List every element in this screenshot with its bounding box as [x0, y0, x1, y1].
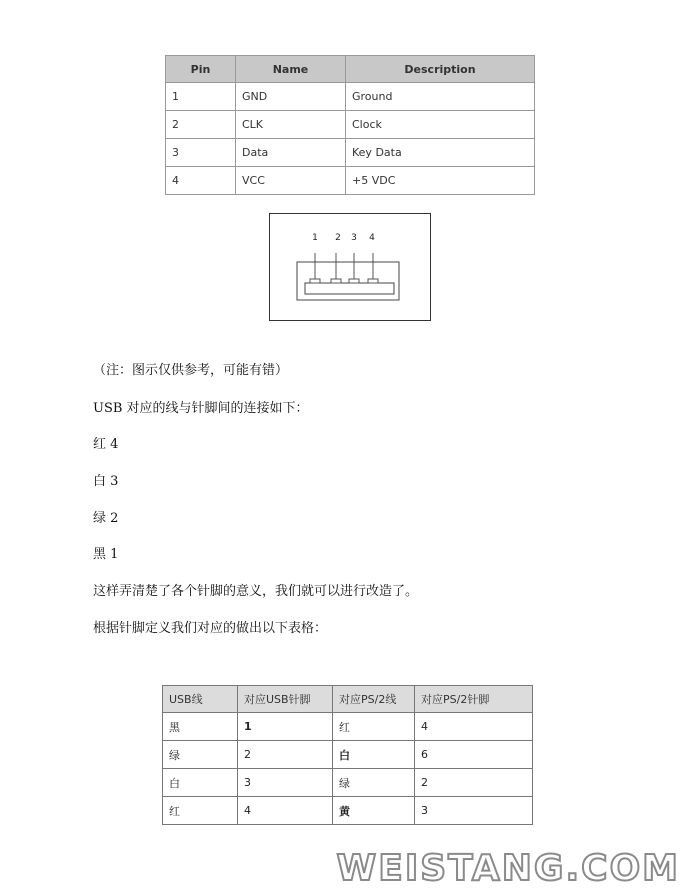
watermark-logo: WEISTANG.COM — [336, 848, 680, 889]
pin-table-header: Description — [346, 56, 535, 83]
pin-table-header: Name — [236, 56, 346, 83]
name-cell: Data — [236, 139, 346, 167]
pin-label-3: 3 — [351, 233, 357, 243]
table-row — [166, 139, 535, 167]
description-cell: Clock — [346, 111, 535, 139]
pin-table — [165, 55, 535, 195]
map-table-header: 对应USB针脚 — [238, 686, 333, 713]
usb-ps2-mapping-table — [162, 685, 533, 825]
wire-red-line: 红 4 — [93, 437, 119, 452]
usb-pin-cell: 3 — [238, 769, 333, 797]
pin-cell: 1 — [166, 83, 236, 111]
usb-wire-cell: 红 — [163, 797, 238, 825]
ps2-pin-cell: 6 — [415, 741, 533, 769]
ps2-wire-cell: 白 — [333, 741, 415, 769]
explanation-text: 这样弄清楚了各个针脚的意义，我们就可以进行改造了。 — [93, 584, 419, 599]
ps2-wire-cell: 黄 — [333, 797, 415, 825]
map-table-header: USB线 — [163, 686, 238, 713]
usb-pin-cell: 1 — [238, 713, 333, 741]
description-cell: Key Data — [346, 139, 535, 167]
pin-label-1: 1 — [312, 233, 318, 243]
usb-wiring-intro: USB 对应的线与针脚间的连接如下： — [93, 401, 309, 416]
table-row — [163, 769, 533, 797]
pin-cell: 3 — [166, 139, 236, 167]
wire-white-line: 白 3 — [93, 474, 119, 489]
ps2-wire-cell: 绿 — [333, 769, 415, 797]
note-text: （注：图示仅供参考，可能有错） — [93, 363, 289, 378]
ps2-pin-cell: 2 — [415, 769, 533, 797]
usb-wire-cell: 绿 — [163, 741, 238, 769]
pin-table-header: Pin — [166, 56, 236, 83]
table-row — [166, 83, 535, 111]
map-table-header: 对应PS/2针脚 — [415, 686, 533, 713]
usb-pin-cell: 4 — [238, 797, 333, 825]
wire-black-line: 黑 1 — [93, 547, 119, 562]
table-row — [166, 111, 535, 139]
name-cell: CLK — [236, 111, 346, 139]
description-cell: Ground — [346, 83, 535, 111]
name-cell: GND — [236, 83, 346, 111]
table-row — [163, 713, 533, 741]
map-table-header: 对应PS/2线 — [333, 686, 415, 713]
pin-label-4: 4 — [369, 233, 375, 243]
ps2-wire-cell: 红 — [333, 713, 415, 741]
ps2-pin-cell: 3 — [415, 797, 533, 825]
ps2-pin-cell: 4 — [415, 713, 533, 741]
usb-wire-cell: 黑 — [163, 713, 238, 741]
pin-label-2: 2 — [335, 233, 341, 243]
table-row — [166, 167, 535, 195]
pin-cell: 4 — [166, 167, 236, 195]
usb-pin-cell: 2 — [238, 741, 333, 769]
table-intro-text: 根据针脚定义我们对应的做出以下表格： — [93, 621, 328, 636]
name-cell: VCC — [236, 167, 346, 195]
wire-green-line: 绿 2 — [93, 511, 119, 526]
table-row — [163, 797, 533, 825]
usb-wire-cell: 白 — [163, 769, 238, 797]
table-row — [163, 741, 533, 769]
pin-table-header-row — [166, 56, 535, 83]
description-cell: +5 VDC — [346, 167, 535, 195]
usb-connector-diagram — [269, 213, 431, 321]
map-table-header-row — [163, 686, 533, 713]
pin-cell: 2 — [166, 111, 236, 139]
